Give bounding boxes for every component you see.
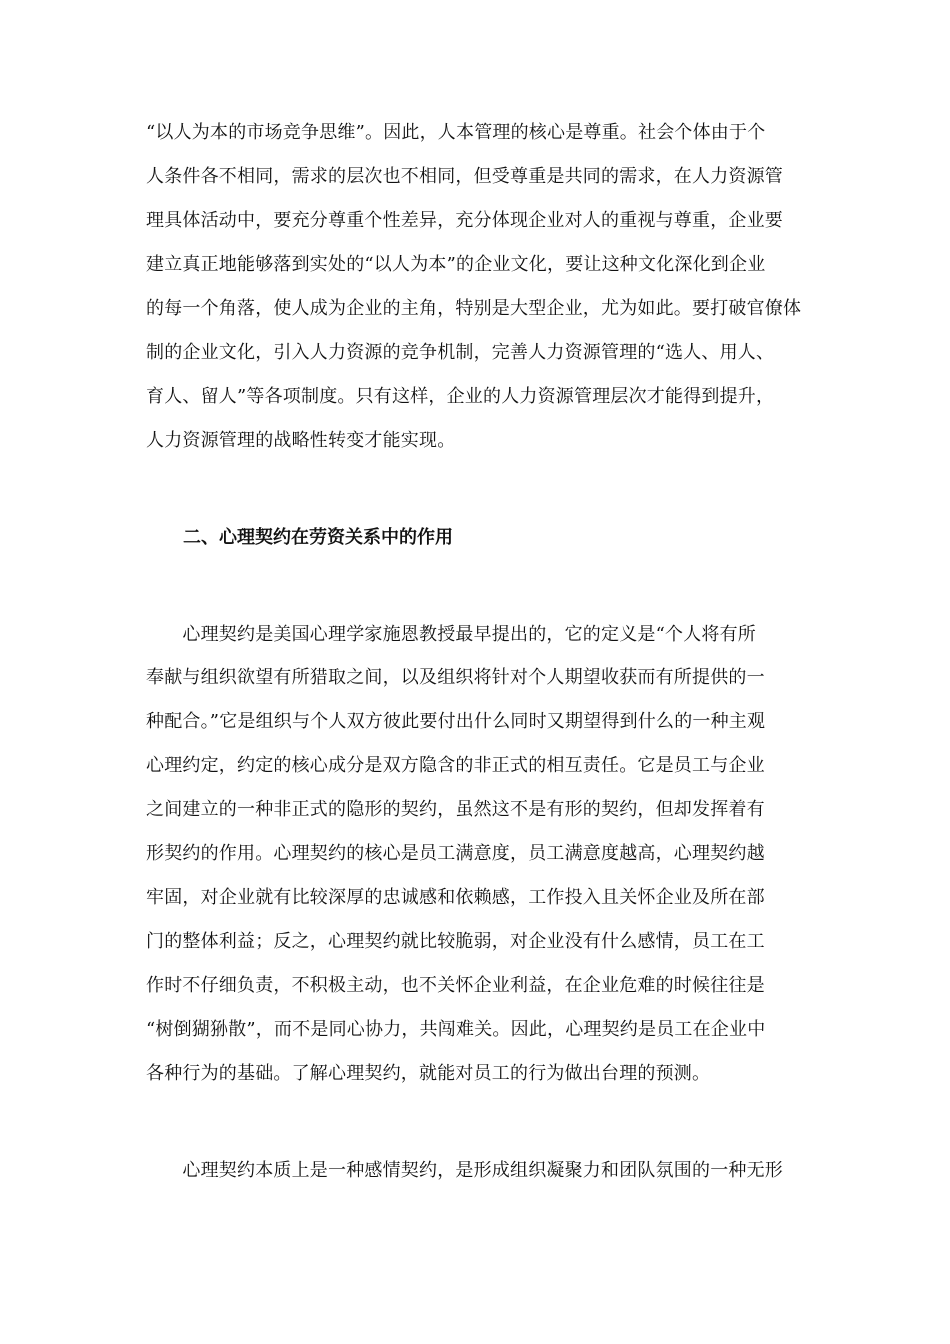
section-heading: 二、心理契约在劳资关系中的作用	[183, 527, 453, 548]
paragraph-1-line-7: 育人、留人”等各项制度。只有这样，企业的人力资源管理层次才能得到提升，	[146, 386, 775, 407]
paragraph-2-line-11: 各种行为的基础。了解心理契约，就能对员工的行为做出台理的预测。	[146, 1063, 711, 1084]
paragraph-1-line-5: 的每一个角落，使人成为企业的主角，特别是大型企业，尤为如此。要打破官僚体	[146, 298, 802, 319]
paragraph-2-line-1: 心理契约是美国心理学家施恩教授最早提出的，它的定义是“个人将有所	[146, 624, 756, 645]
paragraph-2-line-6: 形契约的作用。心理契约的核心是员工满意度，员工满意度越高，心理契约越	[146, 843, 765, 864]
paragraph-1-line-8: 人力资源管理的战略性转变才能实现。	[146, 430, 456, 451]
paragraph-2-line-10: “树倒猢狲散”，而不是同心协力，共闯难关。因此，心理契约是员工在企业中	[146, 1019, 766, 1040]
paragraph-2-line-7: 牢固，对企业就有比较深厚的忠诚感和依赖感，工作投入且关怀企业及所在部	[146, 887, 765, 908]
paragraph-2-line-5: 之间建立的一种非正式的隐形的契约，虽然这不是有形的契约，但却发挥着有	[146, 799, 765, 820]
paragraph-2-line-3: 种配合。”它是组织与个人双方彼此要付出什么同时又期望得到什么的一种主观	[146, 711, 766, 732]
paragraph-1-line-4: 建立真正地能够落到实处的“以人为本”的企业文化，要让这种文化深化到企业	[146, 254, 766, 275]
paragraph-1-line-6: 制的企业文化，引入人力资源的竞争机制，完善人力资源管理的“选人、用人、	[146, 342, 775, 363]
paragraph-1-line-3: 理具体活动中，要充分尊重个性差异，充分体现企业对人的重视与尊重，企业要	[146, 210, 783, 231]
paragraph-2-line-9: 作时不仔细负责，不积极主动，也不关怀企业利益，在企业危难的时候往往是	[146, 975, 765, 996]
paragraph-1-line-2: 人条件各不相同，需求的层次也不相同，但受尊重是共同的需求，在人力资源管	[146, 166, 783, 187]
paragraph-3-line-1: 心理契约本质上是一种感情契约，是形成组织凝聚力和团队氛围的一种无形	[146, 1160, 783, 1181]
paragraph-2-line-8: 门的整体利益；反之，心理契约就比较脆弱，对企业没有什么感情，员工在工	[146, 931, 765, 952]
paragraph-1-line-1: “以人为本的市场竞争思维”。因此，人本管理的核心是尊重。社会个体由于个	[146, 122, 766, 143]
paragraph-2-line-4: 心理约定，约定的核心成分是双方隐含的非正式的相互责任。它是员工与企业	[146, 755, 765, 776]
paragraph-2-line-2: 奉献与组织欲望有所猎取之间，以及组织将针对个人期望收获而有所提供的一	[146, 667, 765, 688]
